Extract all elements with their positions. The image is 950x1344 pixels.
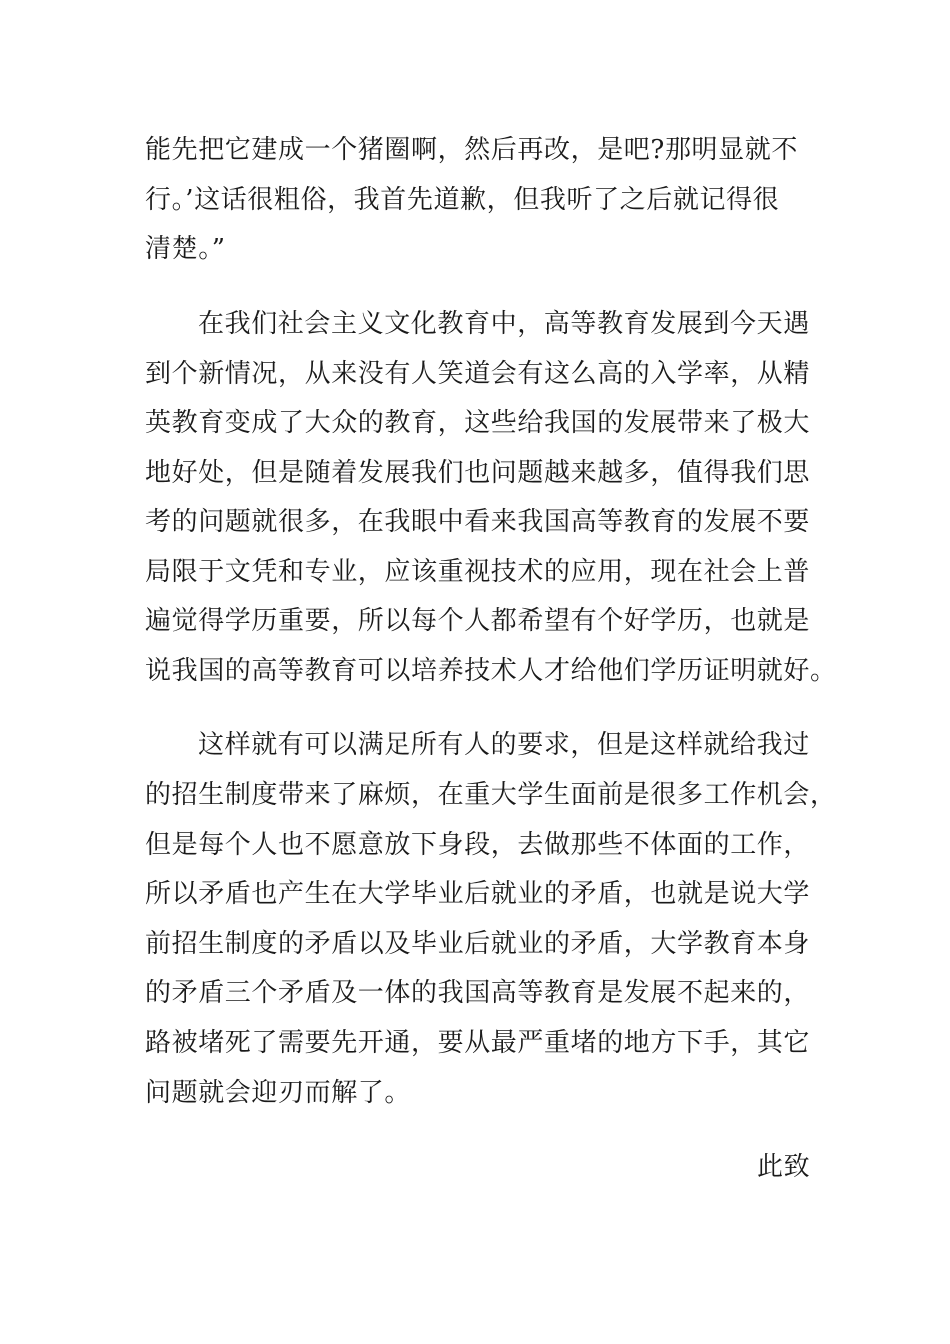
paragraph-3-line-8: 问题就会迎刃而解了。 (145, 1078, 412, 1108)
paragraph-2-line-1: 在我们社会主义文化教育中，高等教育发展到今天遇 (198, 309, 810, 339)
paragraph-2-line-3: 英教育变成了大众的教育，这些给我国的发展带来了极大 (145, 408, 811, 438)
paragraph-3-line-6: 的矛盾三个矛盾及一体的我国高等教育是发展不起来的， (145, 978, 811, 1008)
paragraph-2-line-6: 局限于文凭和专业，应该重视技术的应用，现在社会上普 (145, 557, 811, 587)
paragraph-3-line-2: 的招生制度带来了麻烦，在重大学生面前是很多工作机会， (145, 780, 837, 810)
paragraph-2-line-2: 到个新情况，从来没有人笑道会有这么高的入学率，从精 (145, 359, 811, 389)
paragraph-1-line-3: 清楚。” (145, 234, 226, 264)
paragraph-3-line-5: 前招生制度的矛盾以及毕业后就业的矛盾，大学教育本身 (145, 929, 811, 959)
paragraph-2-line-4: 地好处，但是随着发展我们也问题越来越多，值得我们思 (145, 458, 811, 488)
paragraph-1-line-2: 行。’这话很粗俗，我首先道歉，但我听了之后就记得很 (145, 185, 780, 215)
paragraph-3-line-3: 但是每个人也不愿意放下身段，去做那些不体面的工作， (145, 830, 811, 860)
paragraph-2-line-7: 遍觉得学历重要，所以每个人都希望有个好学历，也就是 (145, 606, 811, 636)
paragraph-2-line-8: 说我国的高等教育可以培养技术人才给他们学历证明就好。 (145, 656, 837, 686)
paragraph-3-line-4: 所以矛盾也产生在大学毕业后就业的矛盾，也就是说大学 (145, 879, 811, 909)
closing-salutation: 此致 (757, 1152, 811, 1182)
paragraph-2-line-5: 考的问题就很多，在我眼中看来我国高等教育的发展不要 (145, 507, 811, 537)
paragraph-3-line-1: 这样就有可以满足所有人的要求，但是这样就给我过 (198, 730, 810, 760)
paragraph-3-line-7: 路被堵死了需要先开通，要从最严重堵的地方下手，其它 (145, 1028, 811, 1058)
paragraph-1-line-1: 能先把它建成一个猪圈啊，然后再改，是吧?那明显就不 (145, 135, 798, 165)
